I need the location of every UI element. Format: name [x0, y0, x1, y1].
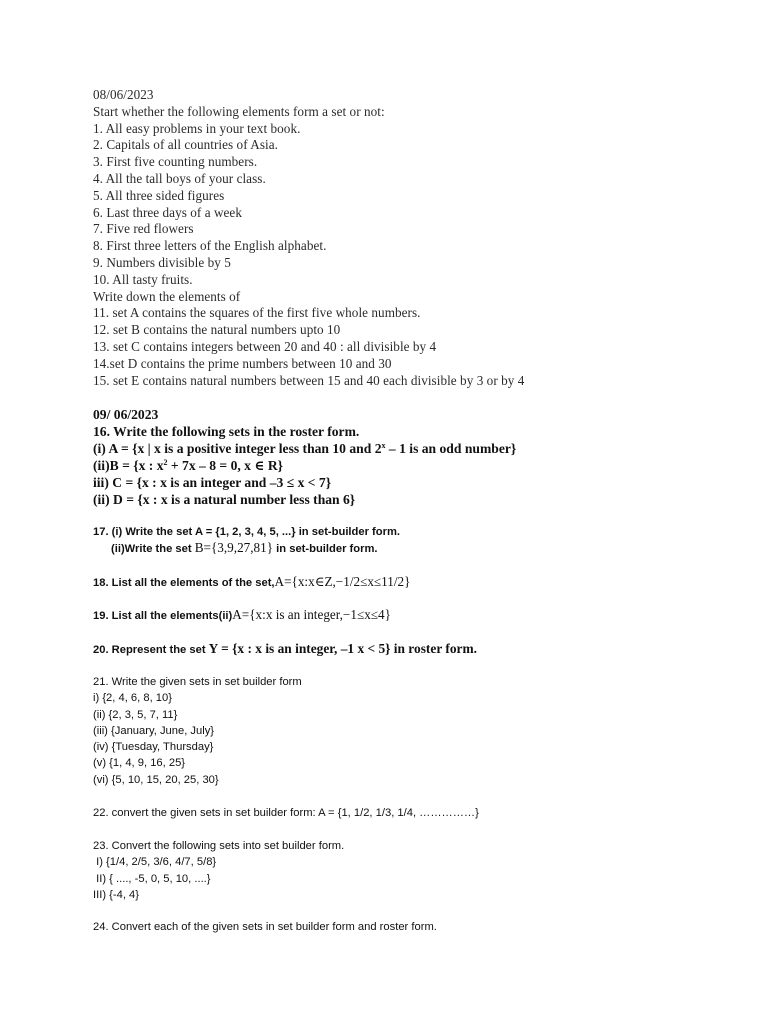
- question-20: 20. Represent the set Y = {x : x is an integer, –1 x < 5} in roster form.: [93, 641, 477, 656]
- question-21: [93, 674, 302, 788]
- list-item: 9. Numbers divisible by 5: [93, 254, 231, 270]
- list-item: (vi) {5, 10, 15, 20, 25, 30}: [93, 773, 219, 786]
- list-item: 14.set D contains the prime numbers between 10 and 30: [93, 355, 392, 371]
- list-item: 6. Last three days of a week: [93, 204, 242, 220]
- list-item: 1. All easy problems in your text book.: [93, 120, 301, 136]
- section-2: [93, 406, 516, 508]
- intro-text: Start whether the following elements form a set or not:: [93, 103, 385, 119]
- list-item: I) {1/4, 2/5, 3/6, 4/7, 5/8}: [93, 856, 217, 869]
- list-item: III) {-4, 4}: [93, 888, 140, 901]
- list-item: 8. First three letters of the English alphabet.: [93, 238, 327, 254]
- list-item: 2. Capitals of all countries of Asia.: [93, 137, 278, 153]
- list-item: i) {2, 4, 6, 8, 10}: [93, 692, 172, 705]
- question-24: 24. Convert each of the given sets in set builder form and roster form.: [93, 921, 437, 933]
- question-18: 18. List all the elements of the set,A={x:x∈Z,−1/2≤x≤11/2}: [93, 574, 411, 589]
- intro-text-2: Write down the elements of: [93, 288, 241, 304]
- question-16-part-ii: (ii)B = {x : $x^2 + 7x - 8 = 0$, x ∈ R}: [93, 458, 283, 473]
- list-item: 5. All three sided figures: [93, 187, 225, 203]
- list-item: 12. set B contains the natural numbers upto 10: [93, 322, 341, 338]
- question-17-line-2: (ii)Write the set B={3,9,27,81} in set-builder form.: [111, 540, 378, 556]
- list-item: 15. set E contains natural numbers between 15 and 40 each divisible by 3 or by 4: [93, 372, 525, 388]
- section-1: [93, 87, 524, 389]
- list-item: (v) {1, 4, 9, 16, 25}: [93, 757, 186, 770]
- date-heading-1: 08/06/2023: [93, 87, 154, 102]
- list-item: II) { ...., -5, 0, 5, 10, ....}: [93, 872, 211, 885]
- question-23-title: 23. Convert the following sets into set builder form.: [93, 840, 345, 852]
- list-item: 13. set C contains integers between 20 and 40 : all divisible by 4: [93, 338, 437, 354]
- question-22: 22. convert the given sets in set builder form: A = {1, 1/2, 1/3, 1/4, ……………}: [93, 807, 479, 819]
- list-item: (iv) {Tuesday, Thursday}: [93, 741, 214, 754]
- list-item: (ii) {2, 3, 5, 7, 11}: [93, 708, 178, 721]
- list-item: 3. First five counting numbers.: [93, 154, 258, 170]
- question-17: [93, 524, 400, 558]
- question-23: [93, 838, 344, 903]
- question-17-line-1: 17. (i) Write the set A = {1, 2, 3, 4, 5, ...} in set-builder form.: [93, 526, 401, 538]
- question-16-part-iv: (ii) D = {x : x is a natural number less than 6}: [93, 492, 356, 507]
- question-19: 19. List all the elements(ii)A={x:x is an integer,−1≤x≤4}: [93, 607, 391, 622]
- question-16-part-iii: iii) C = {x : x is an integer and –3 ≤ x < 7}: [93, 475, 332, 490]
- question-21-title: 21. Write the given sets in set builder form: [93, 676, 302, 688]
- list-item: (iii) {January, June, July}: [93, 724, 215, 737]
- list-item: 10. All tasty fruits.: [93, 271, 193, 287]
- question-16-part-i: (i) A = {x | x is a positive integer less than 10 and 2$^x$ – 1 is an odd number}: [93, 441, 517, 456]
- list-item: 4. All the tall boys of your class.: [93, 170, 266, 186]
- question-16-title: 16. Write the following sets in the roster form.: [93, 424, 360, 439]
- date-heading-2: 09/ 06/2023: [93, 407, 159, 422]
- list-item: 11. set A contains the squares of the first five whole numbers.: [93, 305, 421, 321]
- list-item: 7. Five red flowers: [93, 221, 194, 237]
